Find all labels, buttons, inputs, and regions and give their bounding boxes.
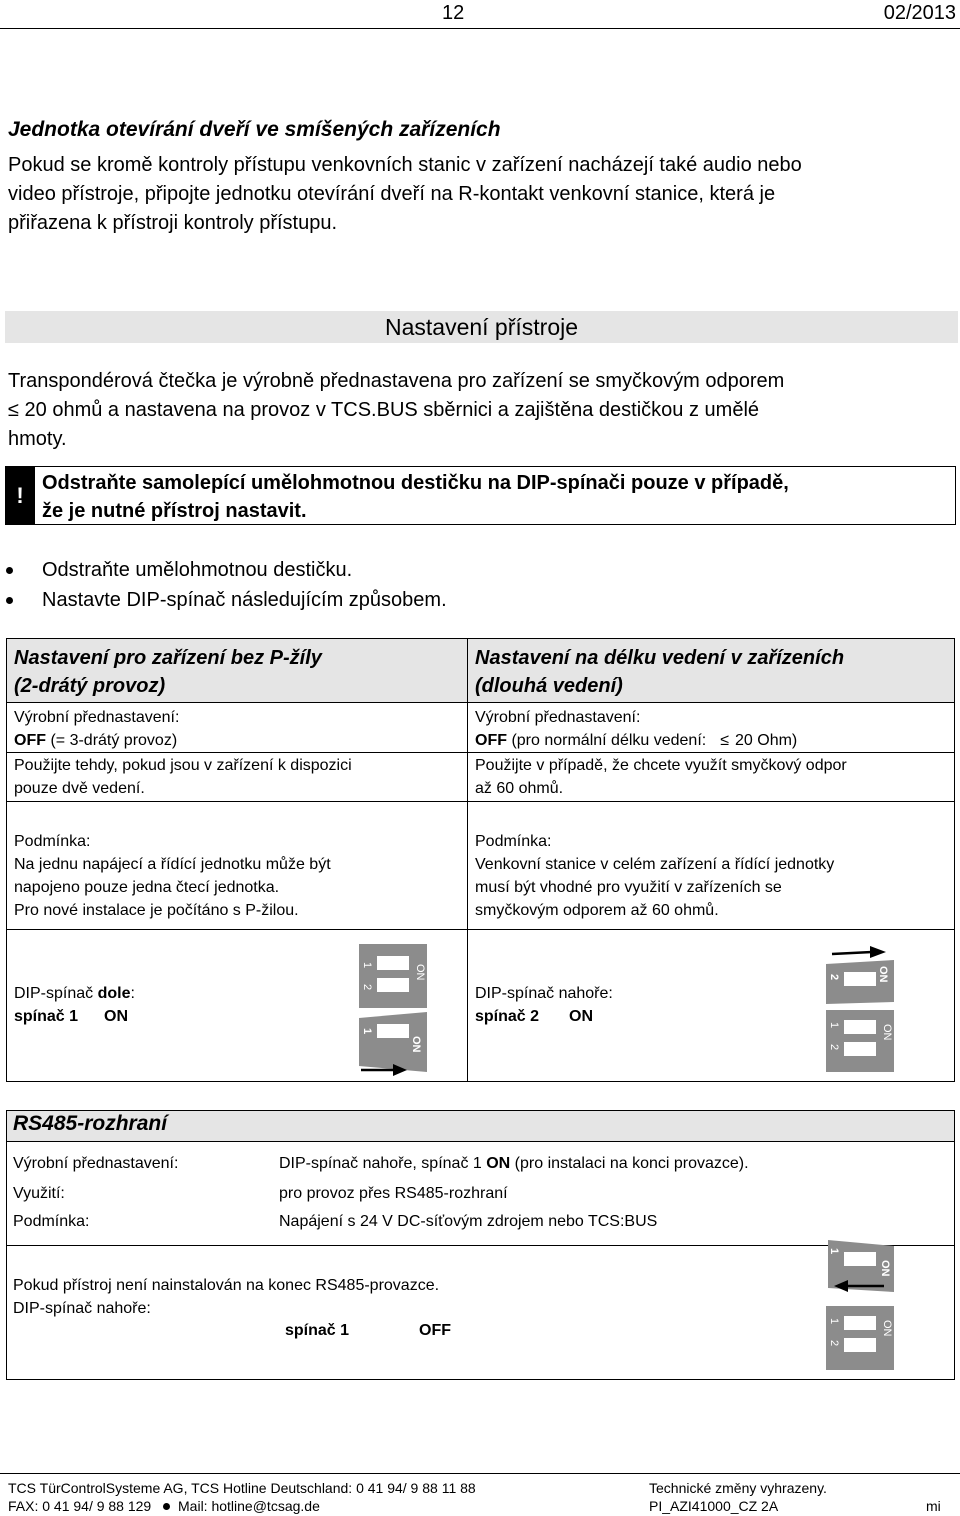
rs485-value-pre: DIP-spínač nahoře, spínač 1 <box>279 1155 487 1172</box>
rs485-label: Výrobní přednastavení: <box>13 1155 179 1172</box>
dip-num-2: 2 <box>828 974 840 981</box>
dip-switch-rs485-icon <box>822 1238 902 1374</box>
warning-icon: ! <box>5 466 35 525</box>
intro-line: Pokud se kromě kontroly přístupu venkovních stanic v zařízení nacházejí také audio nebo <box>8 154 802 176</box>
left-factory-rest: (= 3-drátý provoz) <box>46 732 178 749</box>
right-factory-bold: OFF <box>475 732 507 749</box>
left-switch-line <box>14 1005 135 1028</box>
left-factory-value <box>14 729 179 752</box>
bullet-icon <box>6 597 13 604</box>
left-heading-line: (2-drátý provoz) <box>14 675 166 697</box>
left-factory-label: Výrobní přednastavení: <box>14 709 180 726</box>
footer-rule <box>0 1473 960 1474</box>
intro-paragraph <box>8 151 948 238</box>
warning-text <box>42 469 947 525</box>
right-heading-line: Nastavení na délku vedení v zařízeních <box>475 647 845 669</box>
left-heading-line: Nastavení pro zařízení bez P-žíly <box>14 647 322 669</box>
rs485-switch-state: OFF <box>419 1322 452 1339</box>
preset-paragraph <box>8 367 953 454</box>
less-equal-symbol: ≤ <box>720 732 729 749</box>
rs485-value: pro provoz přes RS485-rozhraní <box>279 1185 508 1202</box>
warning-line: že je nutné přístroj nastavit. <box>42 500 307 522</box>
list-item-text: Odstraňte umělohmotnou destičku. <box>42 559 353 581</box>
bullet-icon <box>6 567 13 574</box>
intro-line: video přístroje, připojte jednotku otevírání dveří na R-kontakt venkovní stanice, která je <box>8 183 776 205</box>
preset-line: hmoty. <box>8 428 67 450</box>
left-dip-label <box>14 982 135 1028</box>
left-dip-post: : <box>130 985 135 1002</box>
rs485-rule <box>7 1245 954 1246</box>
dip-num-1: 1 <box>361 1028 373 1035</box>
dip-num-2: 2 <box>361 984 373 991</box>
left-condition-line: napojeno pouze jedna čtecí jednotka. <box>14 879 280 896</box>
bullet-list <box>0 555 700 615</box>
left-condition <box>14 830 331 922</box>
section-title: Jednotka otevírání dveří ve smíšených zařízeních <box>8 118 501 141</box>
footer-suffix: mi <box>926 1498 941 1514</box>
right-switch-label: spínač 2 <box>475 1008 540 1025</box>
right-factory <box>475 706 797 752</box>
dip-on-label: ON <box>879 1260 891 1277</box>
warning-line: Odstraňte samolepící umělohmotnou destičku na DIP-spínači pouze v případě, <box>42 472 789 494</box>
dip-on-label: ON <box>414 964 426 981</box>
intro-line: přiřazena k přístroji kontroly přístupu. <box>8 212 338 234</box>
rs485-label: Využití: <box>13 1185 65 1202</box>
rs485-rule <box>7 1141 954 1142</box>
right-condition-line: Venkovní stanice v celém zařízení a řídící jednotky <box>475 856 835 873</box>
rs485-note-line: DIP-spínač nahoře: <box>13 1300 151 1317</box>
header-rule <box>0 28 960 29</box>
preset-line-text: 20 ohmů a nastavena na provoz v TCS.BUS sběrnici a zajištěna destičkou z umělé <box>24 399 760 421</box>
rs485-switch <box>285 1319 451 1342</box>
left-factory-bold: OFF <box>14 732 46 749</box>
dip-switch-right-icon <box>822 944 902 1074</box>
right-heading-line: (dlouhá vedení) <box>475 675 623 697</box>
page-number: 12 <box>442 2 465 24</box>
rs485-title: RS485-rozhraní <box>13 1112 168 1135</box>
footer-mail: Mail: hotline@tcsag.de <box>178 1498 320 1514</box>
page-date: 02/2013 <box>883 2 956 24</box>
right-heading <box>475 644 844 700</box>
settings-banner: Nastavení přístroje <box>5 311 958 343</box>
list-item-text: Nastavte DIP-spínač následujícím způsobem. <box>42 589 447 611</box>
left-switch-label: spínač 1 <box>14 1008 79 1025</box>
right-usage <box>475 754 847 800</box>
dip-num-2: 2 <box>828 1044 840 1051</box>
factory-rule <box>7 752 954 753</box>
rs485-value-bold: ON <box>486 1155 511 1172</box>
dip-on-label: ON <box>881 1024 893 1041</box>
right-factory-rest: (pro normální délku vedení: <box>507 732 707 749</box>
left-usage-line: Použijte tehdy, pokud jsou v zařízení k dispozici <box>14 757 352 774</box>
dip-on-label: ON <box>410 1036 422 1053</box>
rs485-value: Napájení s 24 V DC-síťovým zdrojem nebo TCS:BUS <box>279 1213 658 1230</box>
left-heading <box>14 644 322 700</box>
right-usage-line: Použijte v případě, že chcete využít smyčkový odpor <box>475 757 847 774</box>
footer-company: TCS TürControlSysteme AG, TCS Hotline Deutschland: 0 41 94/ 9 88 11 88 <box>8 1480 476 1496</box>
left-dip-pre: DIP-spínač <box>14 985 98 1002</box>
left-condition-line: Na jednu napájecí a řídící jednotku může být <box>14 856 331 873</box>
right-condition <box>475 830 834 922</box>
right-factory-number: 20 Ohm) <box>735 732 798 749</box>
right-condition-line: musí být vhodné pro využití v zařízeních se <box>475 879 782 896</box>
right-dip-label <box>475 982 613 1028</box>
footer-contact <box>8 1498 320 1515</box>
right-condition-line: smyčkovým odporem až 60 ohmů. <box>475 902 719 919</box>
heading-rule <box>7 702 954 703</box>
right-switch-state: ON <box>569 1008 594 1025</box>
rs485-value-post: (pro instalaci na konci provazce). <box>510 1155 749 1172</box>
left-usage-line: pouze dvě vedení. <box>14 780 145 797</box>
rs485-note-line: Pokud přístroj není nainstalován na konec RS485-provazce. <box>13 1277 440 1294</box>
left-condition-label: Podmínka: <box>14 833 91 850</box>
dip-num-1: 1 <box>361 962 373 969</box>
footer-fax: FAX: 0 41 94/ 9 88 129 <box>8 1498 152 1514</box>
rs485-label: Podmínka: <box>13 1213 90 1230</box>
use-rule <box>7 801 954 802</box>
right-factory-label: Výrobní přednastavení: <box>475 709 641 726</box>
table-row-divider <box>6 929 955 930</box>
preset-line <box>8 396 953 425</box>
list-item <box>0 555 700 585</box>
right-condition-label: Podmínka: <box>475 833 552 850</box>
left-dip-line <box>14 982 135 1005</box>
rs485-note <box>13 1274 439 1320</box>
left-condition-line: Pro nové instalace je počítáno s P-žilou. <box>14 902 299 919</box>
bullet-icon <box>163 1503 170 1510</box>
dip-switch-left-icon <box>355 942 435 1082</box>
right-factory-value <box>475 729 797 752</box>
left-switch-state: ON <box>104 1008 129 1025</box>
right-switch-line <box>475 1005 613 1028</box>
preset-line: Transpondérová čtečka je výrobně přednastavena pro zařízení se smyčkovým odporem <box>8 370 785 392</box>
less-equal-symbol: ≤ <box>8 399 19 421</box>
dip-on-label: ON <box>881 1320 893 1337</box>
left-factory <box>14 706 179 752</box>
left-usage <box>14 754 352 800</box>
left-dip-bold: dole <box>97 985 131 1002</box>
table-divider <box>467 638 468 1082</box>
dip-num-1: 1 <box>828 1248 840 1255</box>
rs485-switch-label: spínač 1 <box>285 1322 350 1339</box>
list-item <box>0 585 700 615</box>
footer-notice: Technické změny vyhrazeny. <box>649 1480 827 1496</box>
dip-num-1: 1 <box>828 1318 840 1325</box>
right-usage-line: až 60 ohmů. <box>475 780 564 797</box>
dip-on-label: ON <box>877 966 889 983</box>
right-dip-line: DIP-spínač nahoře: <box>475 985 613 1002</box>
footer-doc-id: PI_AZI41000_CZ 2A <box>649 1498 779 1514</box>
rs485-value <box>279 1152 749 1175</box>
dip-num-1: 1 <box>828 1022 840 1029</box>
dip-num-2: 2 <box>828 1340 840 1347</box>
